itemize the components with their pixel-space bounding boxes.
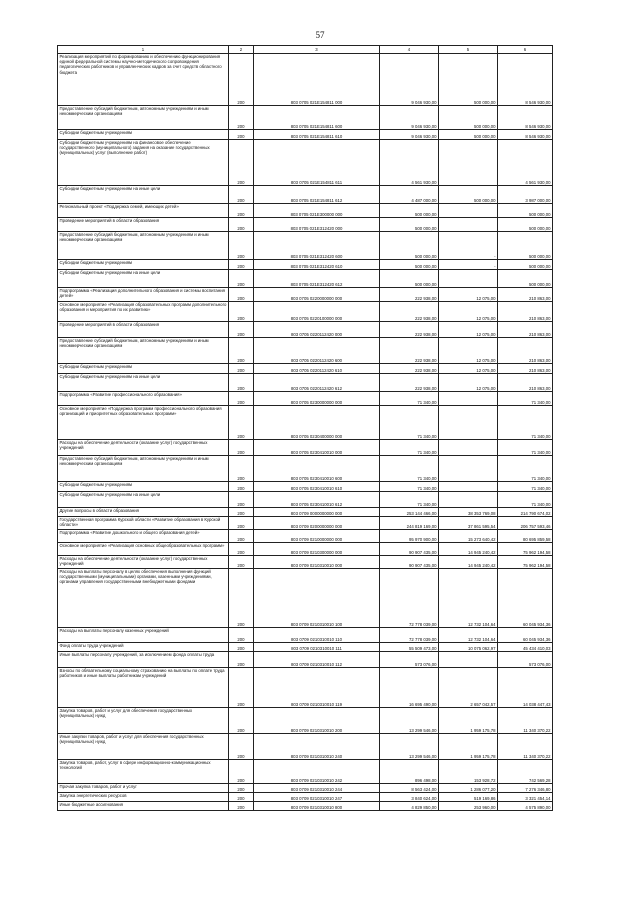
row-code-cell: 803 0705 021E312420 610 <box>254 260 380 270</box>
row-name-cell: Основное мероприятие «Поддержка программ профессионального образования организаций и приоритетных образовательных программ» <box>58 406 229 440</box>
row-value-col6-cell: 742 569,28 <box>498 760 553 784</box>
row-value-col5-cell: 14 945 240,42 <box>439 556 498 569</box>
row-chapter-cell: 200 <box>229 652 254 668</box>
table-row <box>58 734 553 760</box>
table-row <box>58 668 553 708</box>
table-row <box>58 186 553 204</box>
row-code-cell: 803 0709 0210310010 244 <box>254 784 380 793</box>
row-value-col6-cell: 3 987 000,00 <box>498 186 553 204</box>
row-value-col5-cell: 519 169,86 <box>439 793 498 802</box>
row-value-col5-cell: 38 353 769,08 <box>439 508 498 517</box>
row-value-col5-cell: 500 000,00 <box>439 186 498 204</box>
table-row <box>58 204 553 218</box>
table-row <box>58 492 553 508</box>
table-row <box>58 793 553 802</box>
row-code-cell: 803 0709 0200000000 000 <box>254 517 380 530</box>
row-value-col6-cell: 214 790 674,02 <box>498 508 553 517</box>
table-row <box>58 456 553 482</box>
row-name-cell: Региональный проект «Поддержка семей, имеющих детей» <box>58 204 229 218</box>
row-value-col6-cell: 210 863,00 <box>498 322 553 338</box>
row-value-col6-cell: 3 321 454,14 <box>498 793 553 802</box>
row-name-cell: Другие вопросы в области образования <box>58 508 229 517</box>
page-number: 57 <box>315 30 325 40</box>
row-value-col5-cell: 12 075,00 <box>439 338 498 364</box>
row-value-col6-cell: 210 863,00 <box>498 338 553 364</box>
row-code-cell: 803 0709 0210310010 240 <box>254 734 380 760</box>
header-row <box>58 46 553 54</box>
table-row <box>58 508 553 517</box>
row-code-cell: 803 0705 0220112420 000 <box>254 322 380 338</box>
row-code-cell: 803 0705 0220112420 612 <box>254 374 380 392</box>
row-chapter-cell: 200 <box>229 338 254 364</box>
table-row <box>58 652 553 668</box>
row-value-col4-cell: 71 340,00 <box>380 392 439 406</box>
row-name-cell: Прочая закупка товаров, работ и услуг <box>58 784 229 793</box>
row-chapter-cell: 200 <box>229 260 254 270</box>
table-row <box>58 628 553 643</box>
row-code-cell: 803 0709 0210310010 000 <box>254 556 380 569</box>
table-row <box>58 232 553 260</box>
row-value-col4-cell: 8 563 424,00 <box>380 784 439 793</box>
table-row <box>58 374 553 392</box>
row-chapter-cell: 200 <box>229 802 254 811</box>
row-value-col6-cell: 7 276 346,80 <box>498 784 553 793</box>
table-row <box>58 322 553 338</box>
row-chapter-cell: 200 <box>229 556 254 569</box>
table-row <box>58 54 553 106</box>
row-value-col6-cell: 206 757 593,46 <box>498 517 553 530</box>
row-code-cell: 803 0705 021E312420 612 <box>254 270 380 288</box>
row-value-col5-cell: 1 959 175,78 <box>439 734 498 760</box>
row-chapter-cell: 200 <box>229 628 254 643</box>
row-chapter-cell: 200 <box>229 530 254 543</box>
row-code-cell: 803 0709 0210000000 000 <box>254 530 380 543</box>
row-value-col5-cell: 12 732 104,64 <box>439 628 498 643</box>
row-name-cell: Расходы на обеспечение деятельности (оказание услуг) государственных учреждений <box>58 440 229 456</box>
row-code-cell: 803 0709 0210310010 800 <box>254 802 380 811</box>
row-chapter-cell: 200 <box>229 392 254 406</box>
row-name-cell: Субсидии бюджетным учреждениям на иные цели <box>58 374 229 392</box>
row-value-col6-cell: 500 000,00 <box>498 270 553 288</box>
row-code-cell: 803 0705 021E154811 611 <box>254 140 380 186</box>
table-row <box>58 270 553 288</box>
row-chapter-cell: 200 <box>229 517 254 530</box>
row-chapter-cell: 200 <box>229 760 254 784</box>
row-name-cell: Основное мероприятие «Реализация образовательных программ дополнительного образования и мероприятия по их развитию» <box>58 302 229 322</box>
row-value-col4-cell: 9 046 930,00 <box>380 54 439 106</box>
row-value-col4-cell: 222 938,00 <box>380 302 439 322</box>
row-name-cell: Расходы на выплаты персоналу казенных учреждений <box>58 628 229 643</box>
row-chapter-cell: 200 <box>229 270 254 288</box>
row-value-col4-cell: 72 778 039,00 <box>380 569 439 628</box>
row-code-cell: 803 0709 0210310010 242 <box>254 760 380 784</box>
row-value-col5-cell: 12 075,00 <box>439 288 498 302</box>
row-value-col4-cell: 9 046 930,00 <box>380 106 439 130</box>
row-value-col4-cell: 500 000,00 <box>380 260 439 270</box>
row-value-col6-cell: 11 340 370,22 <box>498 708 553 734</box>
row-value-col4-cell: 90 907 435,00 <box>380 556 439 569</box>
row-value-col4-cell: 13 299 546,00 <box>380 734 439 760</box>
row-chapter-cell: 200 <box>229 130 254 140</box>
table-row <box>58 140 553 186</box>
row-code-cell: 803 0705 0230410010 610 <box>254 482 380 492</box>
row-code-cell: 803 0709 0210310010 119 <box>254 668 380 708</box>
row-name-cell: Подпрограмма «Развитие профессионального образования» <box>58 392 229 406</box>
row-value-col4-cell: 500 000,00 <box>380 270 439 288</box>
row-name-cell: Субсидии бюджетным учреждениям <box>58 260 229 270</box>
row-value-col6-cell: 210 863,00 <box>498 302 553 322</box>
row-name-cell: Реализация мероприятий по формированию и обеспечению функционирования единой федеральной системы научно-методического сопровождения педагогических работников и управленческих кадров за счет средств областного бюджета <box>58 54 229 106</box>
row-value-col4-cell: 9 046 930,00 <box>380 130 439 140</box>
table-row <box>58 406 553 440</box>
row-value-col5-cell: - <box>439 232 498 260</box>
row-chapter-cell: 200 <box>229 302 254 322</box>
row-code-cell: 803 0705 0230410010 612 <box>254 492 380 508</box>
row-name-cell: Субсидии бюджетным учреждениям на финансовое обеспечение государственного (муниципального) задания на оказание государственных (муниципальных) услуг (выполнение работ) <box>58 140 229 186</box>
row-value-col5-cell <box>439 392 498 406</box>
row-name-cell: Закупка товаров, работ, услуг в сфере информационно-коммуникационных технологий <box>58 760 229 784</box>
row-value-col6-cell: 60 045 934,36 <box>498 569 553 628</box>
row-value-col5-cell: 12 075,00 <box>439 364 498 374</box>
table-row <box>58 130 553 140</box>
row-value-col5-cell: 10 075 062,97 <box>439 643 498 652</box>
row-value-col6-cell: 71 340,00 <box>498 492 553 508</box>
table-row <box>58 302 553 322</box>
row-value-col4-cell: 222 938,00 <box>380 322 439 338</box>
row-name-cell: Государственная программа Курской области «Развитие образования в Курской области» <box>58 517 229 530</box>
row-value-col5-cell: 12 075,00 <box>439 322 498 338</box>
row-value-col6-cell: 71 340,00 <box>498 482 553 492</box>
row-value-col6-cell: 71 340,00 <box>498 392 553 406</box>
row-value-col5-cell: 12 075,00 <box>439 374 498 392</box>
row-value-col5-cell: 500 000,00 <box>439 106 498 130</box>
table-row <box>58 106 553 130</box>
row-name-cell: Расходы на обеспечение деятельности (оказание услуг) государственных учреждений <box>58 556 229 569</box>
row-code-cell: 803 0705 0230400000 000 <box>254 406 380 440</box>
row-value-col6-cell: 60 045 934,36 <box>498 628 553 643</box>
row-chapter-cell: 200 <box>229 708 254 734</box>
row-value-col4-cell: 55 509 473,00 <box>380 643 439 652</box>
row-value-col4-cell: 71 340,00 <box>380 482 439 492</box>
table-row <box>58 482 553 492</box>
row-value-col6-cell: 500 000,00 <box>498 218 553 232</box>
row-value-col6-cell: 8 546 930,00 <box>498 130 553 140</box>
row-value-col4-cell: 222 938,00 <box>380 374 439 392</box>
row-value-col4-cell: 896 498,00 <box>380 760 439 784</box>
row-chapter-cell: 200 <box>229 364 254 374</box>
table-body <box>58 54 553 811</box>
row-value-col5-cell <box>439 218 498 232</box>
row-value-col6-cell: 75 962 194,58 <box>498 543 553 556</box>
row-chapter-cell: 200 <box>229 54 254 106</box>
row-value-col5-cell: 15 273 640,42 <box>439 530 498 543</box>
row-value-col5-cell: 1 286 077,20 <box>439 784 498 793</box>
table-row <box>58 708 553 734</box>
row-code-cell: 803 0705 0230410010 600 <box>254 456 380 482</box>
row-value-col4-cell: 16 695 490,00 <box>380 668 439 708</box>
row-code-cell: 803 0709 0210310010 100 <box>254 569 380 628</box>
row-name-cell: Субсидии бюджетным учреждениям на иные цели <box>58 270 229 288</box>
row-value-col6-cell: 4 575 890,00 <box>498 802 553 811</box>
row-value-col5-cell: 2 657 042,57 <box>439 668 498 708</box>
row-code-cell: 803 0705 0220000000 000 <box>254 288 380 302</box>
row-value-col6-cell: 500 000,00 <box>498 260 553 270</box>
row-chapter-cell: 200 <box>229 668 254 708</box>
row-value-col6-cell: 500 000,00 <box>498 232 553 260</box>
row-value-col5-cell: 500 000,00 <box>439 130 498 140</box>
row-value-col5-cell <box>439 456 498 482</box>
table-row <box>58 440 553 456</box>
row-value-col6-cell: 75 962 194,58 <box>498 556 553 569</box>
table-row <box>58 643 553 652</box>
row-chapter-cell: 200 <box>229 204 254 218</box>
budget-table <box>57 45 553 811</box>
row-chapter-cell: 200 <box>229 406 254 440</box>
row-value-col4-cell: 500 000,00 <box>380 232 439 260</box>
column-header-3: 3 <box>254 46 380 54</box>
row-value-col4-cell: 573 076,00 <box>380 652 439 668</box>
table-row <box>58 338 553 364</box>
row-value-col4-cell: 4 487 000,00 <box>380 186 439 204</box>
column-header-4: 4 <box>380 46 439 54</box>
row-name-cell: Расходы на выплаты персоналу в целях обеспечения выполнения функций государственными (муниципальными) органами, казенными учреждениями, органами управления государственными внебюджетными фондами <box>58 569 229 628</box>
row-code-cell: 803 0705 021E154811 000 <box>254 54 380 106</box>
row-value-col6-cell: 71 340,00 <box>498 440 553 456</box>
table-row <box>58 784 553 793</box>
row-value-col6-cell: 8 546 930,00 <box>498 106 553 130</box>
row-name-cell: Иные закупки товаров, работ и услуг для обеспечения государственных (муниципальных) нужд <box>58 734 229 760</box>
row-code-cell: 803 0705 021E312420 000 <box>254 218 380 232</box>
row-value-col6-cell: 573 076,00 <box>498 652 553 668</box>
row-code-cell: 803 0709 0210310010 112 <box>254 652 380 668</box>
row-chapter-cell: 200 <box>229 492 254 508</box>
row-name-cell: Взносы по обязательному социальному страхованию на выплаты по оплате труда работников и иные выплаты работникам учреждений <box>58 668 229 708</box>
row-value-col5-cell: 1 959 175,78 <box>439 708 498 734</box>
row-code-cell: 803 0705 0220112420 610 <box>254 364 380 374</box>
row-value-col6-cell: 500 000,00 <box>498 204 553 218</box>
row-value-col4-cell: 90 907 435,00 <box>380 543 439 556</box>
row-code-cell: 803 0709 0210310010 200 <box>254 708 380 734</box>
row-value-col6-cell: 71 340,00 <box>498 406 553 440</box>
row-value-col4-cell: 500 000,00 <box>380 204 439 218</box>
row-chapter-cell: 200 <box>229 543 254 556</box>
row-name-cell: Подпрограмма «Развитие дошкольного и общего образования детей» <box>58 530 229 543</box>
row-chapter-cell: 200 <box>229 218 254 232</box>
row-name-cell: Субсидии бюджетным учреждениям на иные цели <box>58 492 229 508</box>
table-row <box>58 364 553 374</box>
row-name-cell: Иные бюджетные ассигнования <box>58 802 229 811</box>
row-code-cell: 803 0709 0000000000 000 <box>254 508 380 517</box>
table-row <box>58 392 553 406</box>
row-value-col5-cell: 12 732 104,64 <box>439 569 498 628</box>
row-code-cell: 803 0705 021E312420 600 <box>254 232 380 260</box>
row-name-cell: Основное мероприятие «Реализация основных общеобразовательных программ» <box>58 543 229 556</box>
column-header-6: 6 <box>498 46 553 54</box>
row-value-col5-cell <box>439 270 498 288</box>
row-value-col5-cell: 12 075,00 <box>439 302 498 322</box>
row-value-col4-cell: 72 778 039,00 <box>380 628 439 643</box>
row-name-cell: Закупка товаров, работ и услуг для обеспечения государственных (муниципальных) нужд <box>58 708 229 734</box>
row-chapter-cell: 200 <box>229 508 254 517</box>
table-row <box>58 260 553 270</box>
row-value-col6-cell: 210 863,00 <box>498 288 553 302</box>
row-value-col4-cell: 4 561 930,00 <box>380 140 439 186</box>
row-value-col6-cell: 80 695 859,58 <box>498 530 553 543</box>
row-name-cell: Субсидии бюджетным учреждениям <box>58 482 229 492</box>
row-name-cell: Предоставление субсидий бюджетным, автономным учреждениям и иным некоммерческим организациям <box>58 106 229 130</box>
row-code-cell: 803 0709 0210300000 000 <box>254 543 380 556</box>
table-row <box>58 530 553 543</box>
table-row <box>58 569 553 628</box>
row-chapter-cell: 200 <box>229 569 254 628</box>
row-value-col5-cell: 14 945 240,42 <box>439 543 498 556</box>
row-value-col5-cell <box>439 492 498 508</box>
row-name-cell: Предоставление субсидий бюджетным, автономным учреждениям и иным некоммерческим организациям <box>58 456 229 482</box>
row-value-col4-cell: 71 340,00 <box>380 492 439 508</box>
row-value-col5-cell: 500 000,00 <box>439 54 498 106</box>
row-chapter-cell: 200 <box>229 186 254 204</box>
row-name-cell: Субсидии бюджетным учреждениям <box>58 364 229 374</box>
row-value-col4-cell: 13 299 546,00 <box>380 708 439 734</box>
row-value-col5-cell <box>439 406 498 440</box>
row-value-col6-cell: 8 546 930,00 <box>498 54 553 106</box>
table-row <box>58 517 553 530</box>
row-value-col5-cell: 253 960,00 <box>439 802 498 811</box>
row-code-cell: 803 0705 0230000000 000 <box>254 392 380 406</box>
row-value-col5-cell: 37 861 595,54 <box>439 517 498 530</box>
row-code-cell: 803 0705 021E154811 600 <box>254 106 380 130</box>
row-value-col6-cell: 4 561 930,00 <box>498 140 553 186</box>
row-value-col6-cell: 14 038 447,43 <box>498 668 553 708</box>
table-row <box>58 556 553 569</box>
row-chapter-cell: 200 <box>229 374 254 392</box>
row-chapter-cell: 200 <box>229 140 254 186</box>
row-value-col5-cell <box>439 440 498 456</box>
row-code-cell: 803 0709 0210310010 110 <box>254 628 380 643</box>
table-row <box>58 543 553 556</box>
row-value-col6-cell: 210 863,00 <box>498 364 553 374</box>
row-chapter-cell: 200 <box>229 288 254 302</box>
row-chapter-cell: 200 <box>229 784 254 793</box>
row-value-col5-cell <box>439 204 498 218</box>
row-code-cell: 803 0709 0210310010 247 <box>254 793 380 802</box>
row-value-col4-cell: 222 938,00 <box>380 364 439 374</box>
row-chapter-cell: 200 <box>229 482 254 492</box>
row-value-col4-cell: 71 340,00 <box>380 406 439 440</box>
row-value-col5-cell: 153 928,72 <box>439 760 498 784</box>
row-name-cell: Субсидии бюджетным учреждениям <box>58 130 229 140</box>
row-name-cell: Закупка энергетических ресурсов <box>58 793 229 802</box>
row-name-cell: Иные выплаты персоналу учреждений, за исключением фонда оплаты труда <box>58 652 229 668</box>
row-value-col4-cell: 244 819 169,00 <box>380 517 439 530</box>
row-name-cell: Подпрограмма «Реализация дополнительного образования и системы воспитания детей» <box>58 288 229 302</box>
row-value-col4-cell: 95 970 900,00 <box>380 530 439 543</box>
row-value-col4-cell: 500 000,00 <box>380 218 439 232</box>
row-value-col6-cell: 45 434 410,03 <box>498 643 553 652</box>
row-value-col5-cell <box>439 652 498 668</box>
row-name-cell: Предоставление субсидий бюджетным, автономным учреждениям и иным некоммерческим организациям <box>58 338 229 364</box>
row-value-col4-cell: 71 340,00 <box>380 456 439 482</box>
row-chapter-cell: 200 <box>229 734 254 760</box>
row-value-col5-cell <box>439 140 498 186</box>
row-code-cell: 803 0705 0220100000 000 <box>254 302 380 322</box>
row-code-cell: 803 0705 021E154811 610 <box>254 130 380 140</box>
row-value-col4-cell: 3 840 624,00 <box>380 793 439 802</box>
row-value-col6-cell: 71 340,00 <box>498 456 553 482</box>
row-chapter-cell: 200 <box>229 322 254 338</box>
row-code-cell: 803 0705 0230410010 000 <box>254 440 380 456</box>
row-chapter-cell: 200 <box>229 456 254 482</box>
row-chapter-cell: 200 <box>229 232 254 260</box>
row-name-cell: Проведение мероприятий в области образования <box>58 322 229 338</box>
row-name-cell: Предоставление субсидий бюджетным, автономным учреждениям и иным некоммерческим организациям <box>58 232 229 260</box>
row-chapter-cell: 200 <box>229 106 254 130</box>
table-row <box>58 760 553 784</box>
row-value-col4-cell: 222 938,00 <box>380 288 439 302</box>
column-header-1: 1 <box>58 46 229 54</box>
row-name-cell: Субсидии бюджетным учреждениям на иные цели <box>58 186 229 204</box>
row-value-col5-cell: - <box>439 260 498 270</box>
row-chapter-cell: 200 <box>229 440 254 456</box>
row-chapter-cell: 200 <box>229 793 254 802</box>
row-chapter-cell: 200 <box>229 643 254 652</box>
table-row <box>58 218 553 232</box>
row-value-col6-cell: 210 863,00 <box>498 374 553 392</box>
table-row <box>58 802 553 811</box>
row-value-col4-cell: 222 938,00 <box>380 338 439 364</box>
table-header <box>58 46 553 54</box>
row-name-cell: Проведение мероприятий в области образования <box>58 218 229 232</box>
row-code-cell: 803 0705 021E300000 000 <box>254 204 380 218</box>
table-row <box>58 288 553 302</box>
column-header-2: 2 <box>229 46 254 54</box>
row-code-cell: 803 0705 021E154811 612 <box>254 186 380 204</box>
row-name-cell: Фонд оплаты труда учреждений <box>58 643 229 652</box>
row-code-cell: 803 0709 0210310010 111 <box>254 643 380 652</box>
row-code-cell: 803 0705 0220112420 600 <box>254 338 380 364</box>
row-value-col6-cell: 11 340 370,22 <box>498 734 553 760</box>
row-value-col4-cell: 71 340,00 <box>380 440 439 456</box>
row-value-col4-cell: 253 144 466,00 <box>380 508 439 517</box>
column-header-5: 5 <box>439 46 498 54</box>
row-value-col5-cell <box>439 482 498 492</box>
row-value-col4-cell: 4 829 850,00 <box>380 802 439 811</box>
